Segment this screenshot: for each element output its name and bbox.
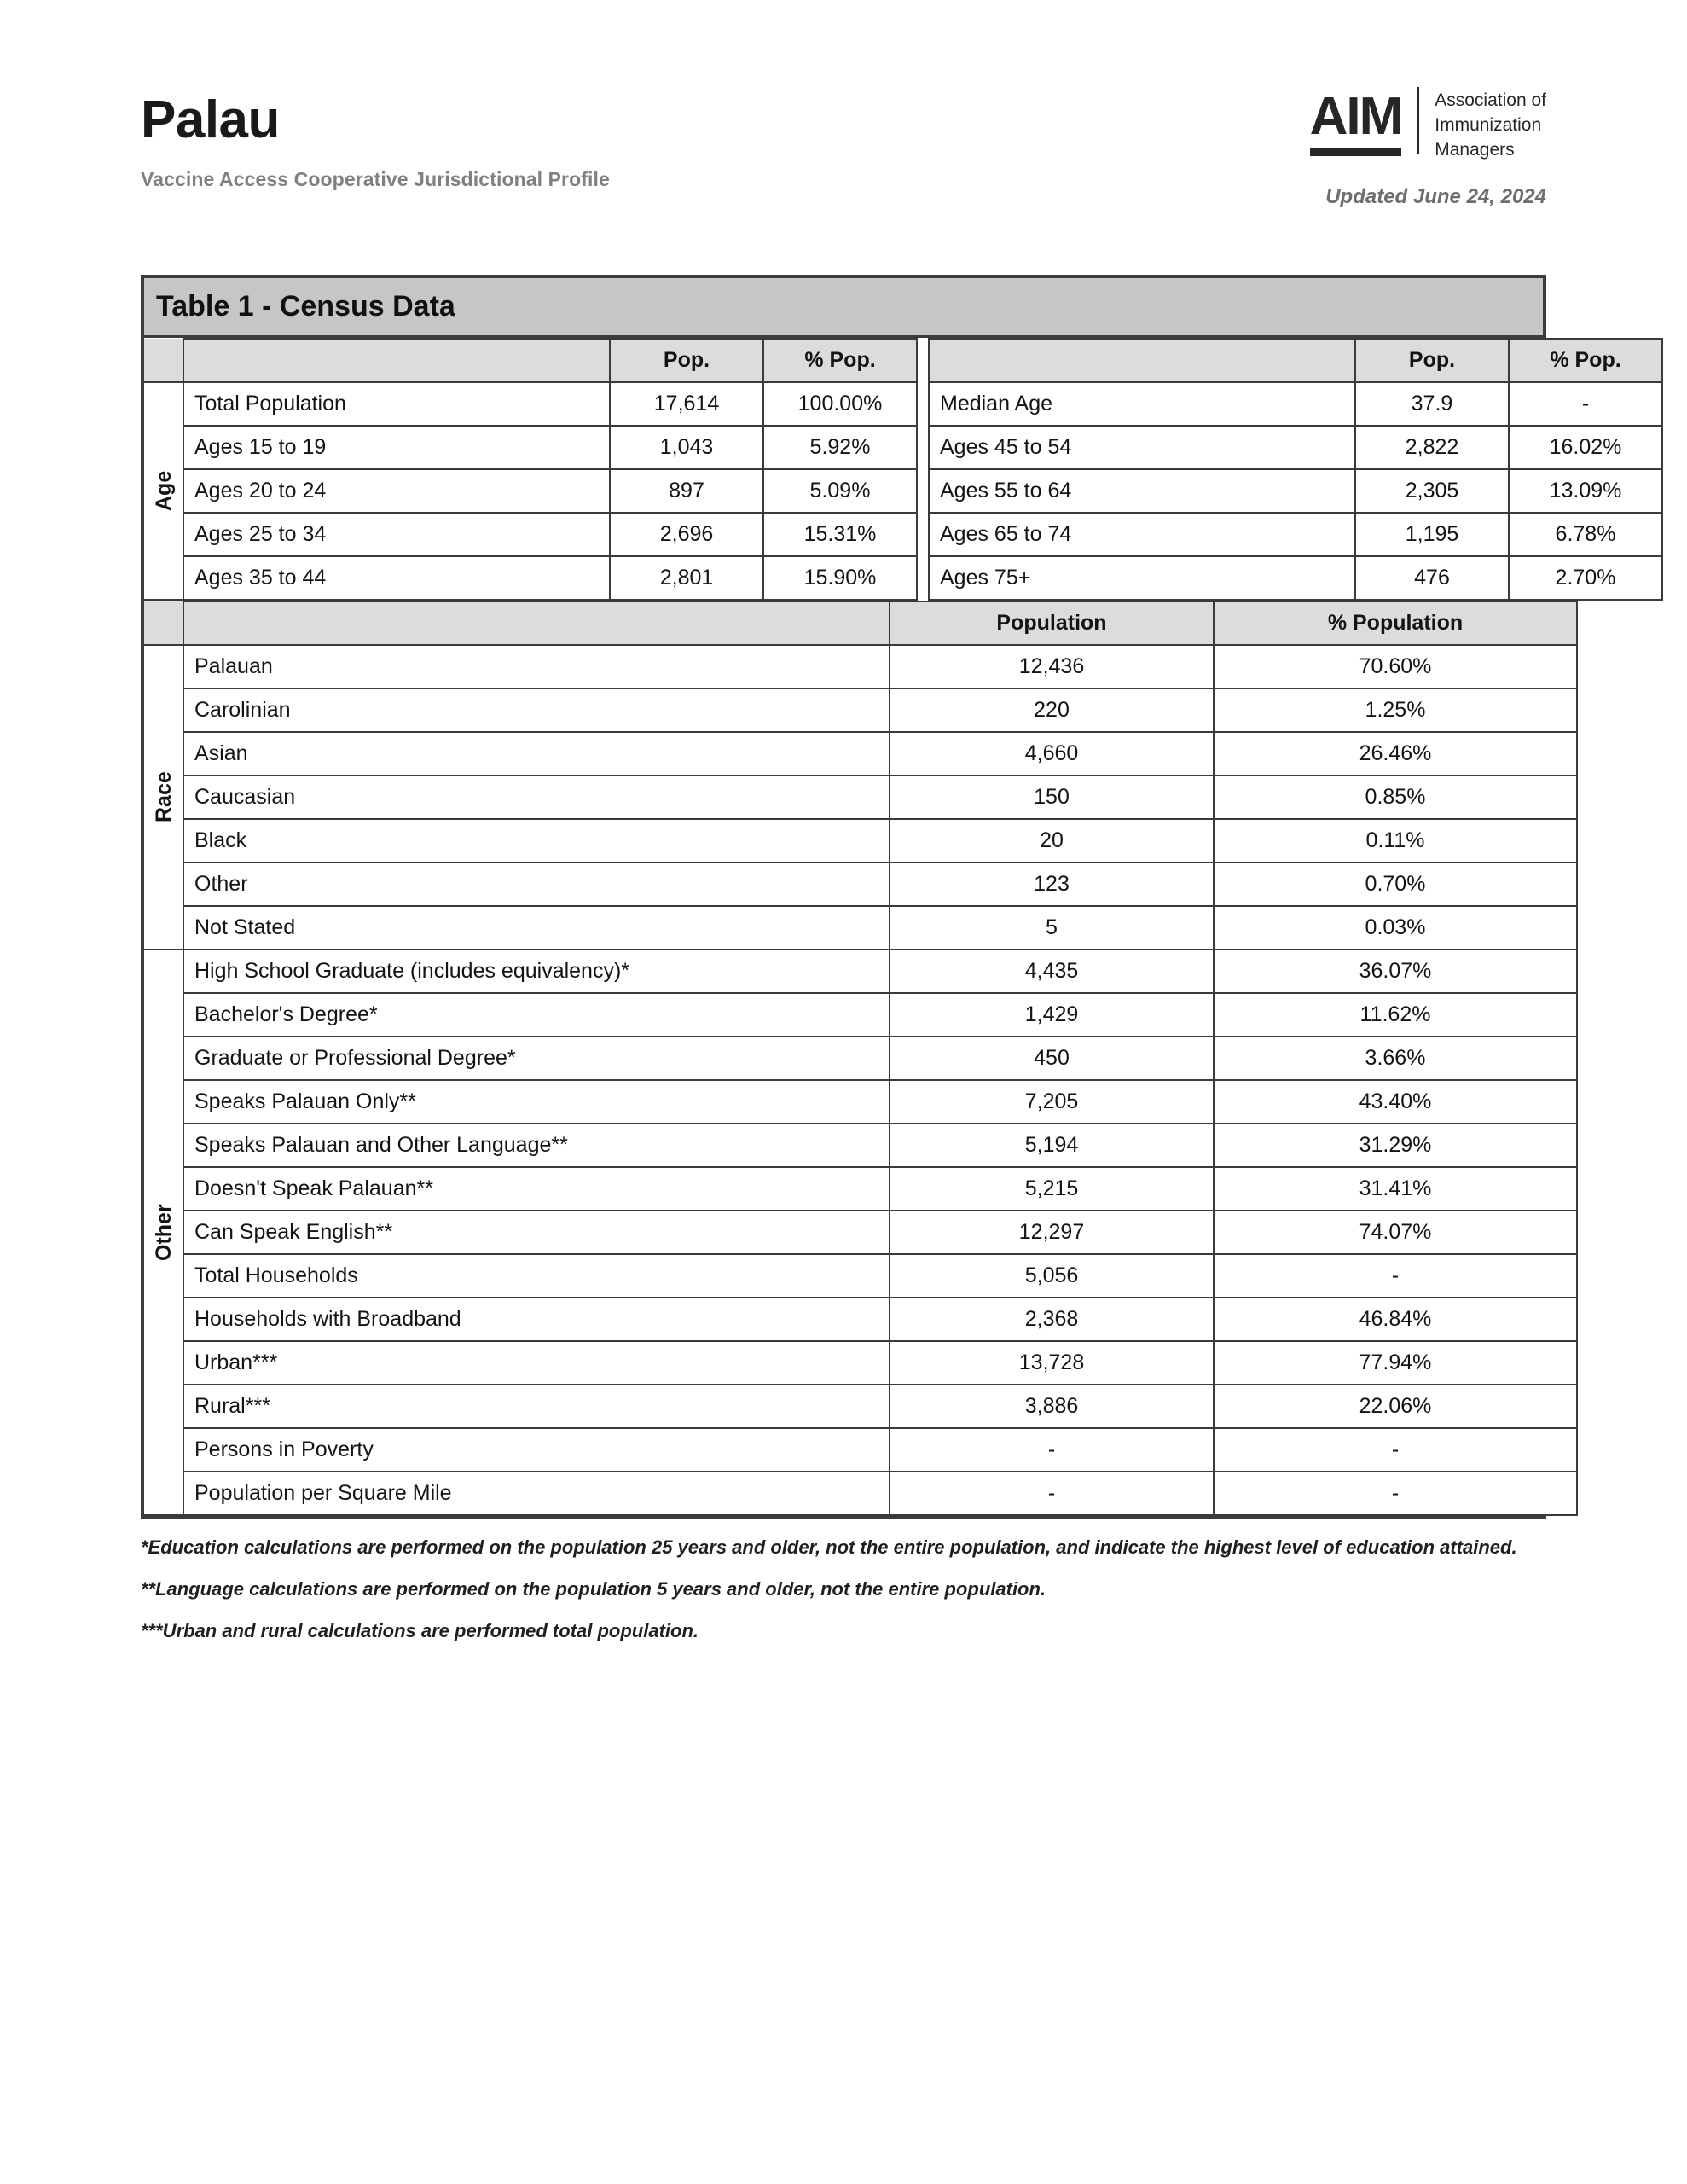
footnote-language: **Language calculations are performed on the population 5 years and older, not the entire population. xyxy=(141,1578,1046,1600)
race-row-1-pct: 1.25% xyxy=(1214,688,1577,732)
other-row-0-label: High School Graduate (includes equivalency)* xyxy=(183,950,890,993)
age-right-pct-header: % Pop. xyxy=(1509,339,1662,382)
footnote-education: *Education calculations are performed on the population 25 years and older, not the entire population, and indicate the highest level of education attained. xyxy=(141,1536,1517,1558)
age-row-4-pct: 15.90% xyxy=(763,556,917,600)
age-row-0-label: Total Population xyxy=(183,382,610,426)
other-row-5-pct: 31.41% xyxy=(1214,1167,1577,1211)
age-row-4-right-label: Ages 75+ xyxy=(929,556,1355,600)
age-row-0-right-pop: 37.9 xyxy=(1355,382,1509,426)
other-row-10-pct: 22.06% xyxy=(1214,1385,1577,1428)
table-row xyxy=(144,1341,1577,1385)
table-row xyxy=(144,1124,1577,1167)
footnotes xyxy=(141,1533,1546,1645)
aim-logo-line-2: Immunization xyxy=(1435,114,1542,135)
table-row xyxy=(144,906,1577,950)
other-row-3-pct: 43.40% xyxy=(1214,1080,1577,1124)
age-row-1-label: Ages 15 to 19 xyxy=(183,426,610,469)
other-row-6-label: Can Speak English** xyxy=(183,1211,890,1254)
table-row xyxy=(144,1211,1577,1254)
other-row-7-label: Total Households xyxy=(183,1254,890,1298)
table-row xyxy=(144,1080,1577,1124)
table-row xyxy=(144,556,1662,600)
race-row-3-pct: 0.85% xyxy=(1214,775,1577,819)
age-left-pct-header: % Pop. xyxy=(763,339,917,382)
age-row-0-right-label: Median Age xyxy=(929,382,1355,426)
race-row-5-pop: 123 xyxy=(890,863,1214,906)
age-row-0-right-pct: - xyxy=(1509,382,1662,426)
age-row-2-right-label: Ages 55 to 64 xyxy=(929,469,1355,513)
other-row-4-pop: 5,194 xyxy=(890,1124,1214,1167)
table-row xyxy=(144,732,1577,775)
population-header-spacer xyxy=(144,601,183,645)
age-gap-3 xyxy=(917,513,929,556)
age-left-pop-header: Pop. xyxy=(610,339,763,382)
table-row xyxy=(144,1428,1577,1472)
aim-logo-line-3: Managers xyxy=(1435,139,1515,160)
age-right-blank-header xyxy=(929,339,1355,382)
aim-logo-mark xyxy=(1310,85,1402,163)
footnote-urban-rural: ***Urban and rural calculations are performed total population. xyxy=(141,1620,699,1641)
other-row-9-pop: 13,728 xyxy=(890,1341,1214,1385)
race-row-3-label: Caucasian xyxy=(183,775,890,819)
other-row-5-label: Doesn't Speak Palauan** xyxy=(183,1167,890,1211)
age-row-3-pct: 15.31% xyxy=(763,513,917,556)
age-row-2-pct: 5.09% xyxy=(763,469,917,513)
other-row-2-label: Graduate or Professional Degree* xyxy=(183,1037,890,1080)
other-row-0-pop: 4,435 xyxy=(890,950,1214,993)
race-row-2-pct: 26.46% xyxy=(1214,732,1577,775)
race-row-4-pct: 0.11% xyxy=(1214,819,1577,863)
other-row-4-label: Speaks Palauan and Other Language** xyxy=(183,1124,890,1167)
age-header-spacer xyxy=(144,339,183,382)
table-row xyxy=(144,513,1662,556)
age-row-4-pop: 2,801 xyxy=(610,556,763,600)
table-row xyxy=(144,1254,1577,1298)
other-row-1-pop: 1,429 xyxy=(890,993,1214,1037)
other-row-7-pct: - xyxy=(1214,1254,1577,1298)
table-row xyxy=(144,1472,1577,1515)
population-header-row xyxy=(144,601,1577,645)
age-row-4-label: Ages 35 to 44 xyxy=(183,556,610,600)
age-gap-1 xyxy=(917,426,929,469)
other-row-8-pop: 2,368 xyxy=(890,1298,1214,1341)
other-row-12-pop: - xyxy=(890,1472,1214,1515)
other-row-0-pct: 36.07% xyxy=(1214,950,1577,993)
table-row xyxy=(144,382,1662,426)
race-row-4-label: Black xyxy=(183,819,890,863)
other-row-9-pct: 77.94% xyxy=(1214,1341,1577,1385)
table-row xyxy=(144,950,1577,993)
race-side-label: Race xyxy=(144,645,183,950)
other-row-8-pct: 46.84% xyxy=(1214,1298,1577,1341)
table-caption: Table 1 - Census Data xyxy=(144,278,1543,338)
age-row-2-right-pop: 2,305 xyxy=(1355,469,1509,513)
race-row-6-pop: 5 xyxy=(890,906,1214,950)
other-row-6-pop: 12,297 xyxy=(890,1211,1214,1254)
race-row-4-pop: 20 xyxy=(890,819,1214,863)
aim-logo-line-1: Association of xyxy=(1435,90,1546,110)
race-row-0-label: Palauan xyxy=(183,645,890,688)
age-row-3-right-pct: 6.78% xyxy=(1509,513,1662,556)
aim-logo-divider xyxy=(1417,87,1419,154)
population-blank-header xyxy=(183,601,890,645)
age-row-4-right-pop: 476 xyxy=(1355,556,1509,600)
other-row-12-label: Population per Square Mile xyxy=(183,1472,890,1515)
age-row-3-right-pop: 1,195 xyxy=(1355,513,1509,556)
table-row xyxy=(144,645,1577,688)
age-gap-2 xyxy=(917,469,929,513)
table-row xyxy=(144,993,1577,1037)
age-left-blank-header xyxy=(183,339,610,382)
page-title: Palau xyxy=(141,90,280,149)
race-row-2-pop: 4,660 xyxy=(890,732,1214,775)
census-table-frame xyxy=(141,275,1622,1519)
other-row-3-pop: 7,205 xyxy=(890,1080,1214,1124)
population-table xyxy=(144,601,1578,1516)
other-row-6-pct: 74.07% xyxy=(1214,1211,1577,1254)
race-row-2-label: Asian xyxy=(183,732,890,775)
other-row-11-pct: - xyxy=(1214,1428,1577,1472)
age-row-1-pop: 1,043 xyxy=(610,426,763,469)
other-row-4-pct: 31.29% xyxy=(1214,1124,1577,1167)
race-row-3-pop: 150 xyxy=(890,775,1214,819)
age-row-3-pop: 2,696 xyxy=(610,513,763,556)
age-right-pop-header: Pop. xyxy=(1355,339,1509,382)
other-row-2-pct: 3.66% xyxy=(1214,1037,1577,1080)
race-row-1-pop: 220 xyxy=(890,688,1214,732)
aim-logo xyxy=(1310,85,1546,163)
age-row-3-right-label: Ages 65 to 74 xyxy=(929,513,1355,556)
age-row-2-label: Ages 20 to 24 xyxy=(183,469,610,513)
age-row-1-right-pop: 2,822 xyxy=(1355,426,1509,469)
other-row-7-pop: 5,056 xyxy=(890,1254,1214,1298)
age-gap-4 xyxy=(917,556,929,600)
age-column-gap xyxy=(917,339,929,382)
age-row-4-right-pct: 2.70% xyxy=(1509,556,1662,600)
age-row-1-right-label: Ages 45 to 54 xyxy=(929,426,1355,469)
age-row-0-pct: 100.00% xyxy=(763,382,917,426)
other-row-5-pop: 5,215 xyxy=(890,1167,1214,1211)
other-row-12-pct: - xyxy=(1214,1472,1577,1515)
table-row xyxy=(144,1167,1577,1211)
table-row xyxy=(144,1037,1577,1080)
other-row-1-pct: 11.62% xyxy=(1214,993,1577,1037)
table-row xyxy=(144,863,1577,906)
table-row xyxy=(144,1385,1577,1428)
aim-logo-block xyxy=(1310,85,1546,209)
aim-logo-underline xyxy=(1310,148,1402,156)
table-row xyxy=(144,1298,1577,1341)
page-subtitle: Vaccine Access Cooperative Jurisdictional Profile xyxy=(141,168,610,191)
updated-date: Updated June 24, 2024 xyxy=(1325,184,1546,208)
other-row-11-label: Persons in Poverty xyxy=(183,1428,890,1472)
other-row-10-label: Rural*** xyxy=(183,1385,890,1428)
other-row-2-pop: 450 xyxy=(890,1037,1214,1080)
age-row-2-pop: 897 xyxy=(610,469,763,513)
age-row-2-right-pct: 13.09% xyxy=(1509,469,1662,513)
age-row-1-right-pct: 16.02% xyxy=(1509,426,1662,469)
other-row-11-pop: - xyxy=(890,1428,1214,1472)
age-row-1-pct: 5.92% xyxy=(763,426,917,469)
age-row-3-label: Ages 25 to 34 xyxy=(183,513,610,556)
table-row xyxy=(144,775,1577,819)
race-row-6-pct: 0.03% xyxy=(1214,906,1577,950)
aim-logo-wordmark xyxy=(1435,85,1546,163)
other-row-1-label: Bachelor's Degree* xyxy=(183,993,890,1037)
table-row xyxy=(144,688,1577,732)
aim-logo-letters: AIM xyxy=(1309,86,1402,146)
age-table xyxy=(144,338,1663,601)
age-header-row xyxy=(144,339,1662,382)
document-header xyxy=(141,0,1546,263)
age-row-0-pop: 17,614 xyxy=(610,382,763,426)
other-row-10-pop: 3,886 xyxy=(890,1385,1214,1428)
race-row-0-pct: 70.60% xyxy=(1214,645,1577,688)
table-row xyxy=(144,426,1662,469)
other-row-8-label: Households with Broadband xyxy=(183,1298,890,1341)
other-row-3-label: Speaks Palauan Only** xyxy=(183,1080,890,1124)
race-row-1-label: Carolinian xyxy=(183,688,890,732)
population-header: Population xyxy=(890,601,1214,645)
other-side-label: Other xyxy=(144,950,183,1515)
table-row xyxy=(144,469,1662,513)
race-row-0-pop: 12,436 xyxy=(890,645,1214,688)
age-gap-0 xyxy=(917,382,929,426)
table-row xyxy=(144,819,1577,863)
race-row-5-pct: 0.70% xyxy=(1214,863,1577,906)
other-row-9-label: Urban*** xyxy=(183,1341,890,1385)
age-side-label: Age xyxy=(144,382,183,600)
percent-population-header: % Population xyxy=(1214,601,1577,645)
race-row-5-label: Other xyxy=(183,863,890,906)
race-row-6-label: Not Stated xyxy=(183,906,890,950)
